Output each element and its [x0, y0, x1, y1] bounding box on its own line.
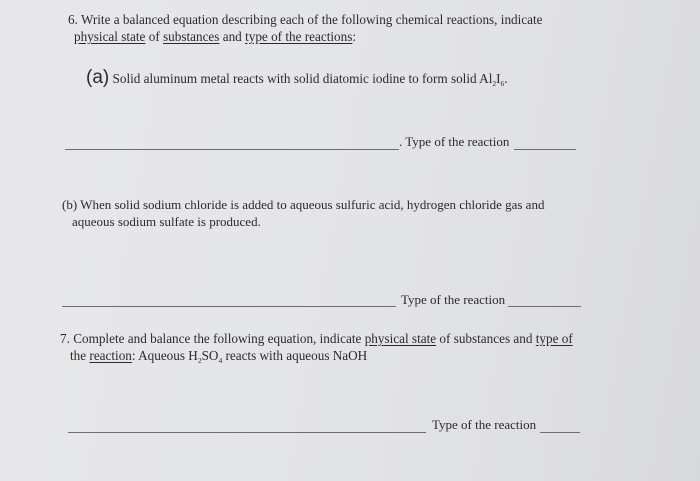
q7-answer-line[interactable]: [68, 432, 426, 433]
type-of-reactions-term: type of the reactions: [245, 29, 353, 44]
q7-line2-c: reacts with aqueous NaOH: [222, 347, 368, 363]
q7-so: SO: [201, 347, 219, 363]
part-a-letter: (a): [86, 67, 110, 88]
part-a-type-blank[interactable]: [514, 149, 576, 150]
question-7: [60, 331, 573, 369]
substances-term: substances: [163, 29, 220, 44]
part-a-answer-line[interactable]: [65, 149, 399, 150]
part-a-sub-6: 6: [500, 79, 505, 88]
q6-and-text: and: [219, 29, 246, 44]
q6-colon: :: [352, 29, 357, 44]
question-6-line-1: 6. Write a balanced equation describing each of the following chemical reactions, indicate: [68, 12, 543, 27]
question-6: [68, 11, 543, 45]
part-b-type-blank[interactable]: [508, 306, 581, 307]
part-a-iodine: I: [496, 71, 501, 86]
q7-physical-state-term: physical state: [364, 331, 437, 346]
part-a-sub-2: 2: [492, 79, 497, 88]
part-b-line-1: (b) When solid sodium chloride is added to aqueous sulfuric acid, hydrogen chloride gas and: [62, 197, 545, 212]
part-b-prompt: [62, 197, 582, 230]
part-b-answer-line[interactable]: [62, 306, 396, 307]
q7-type-label: Type of the reaction: [432, 417, 537, 432]
part-a-type-prefix: .: [399, 134, 406, 149]
part-a-text: Solid aluminum metal reacts with solid diatomic iodine to form solid Al: [109, 71, 493, 86]
q7-line1-b: of substances and: [436, 331, 536, 346]
q7-reaction-term: reaction: [89, 347, 132, 363]
part-a-period: .: [504, 71, 508, 86]
q7-sub-2: 2: [197, 355, 202, 365]
q6-of-text: of: [145, 29, 164, 44]
q7-line1-a: 7. Complete and balance the following equation, indicate: [60, 331, 365, 346]
part-b-type-label: Type of the reaction: [401, 292, 506, 307]
part-a-type-text: Type of the reaction: [405, 134, 510, 149]
question-7-line-1: [60, 331, 573, 348]
question-6-line-2: [68, 28, 543, 45]
q7-type-blank[interactable]: [540, 432, 580, 433]
part-b-line-2: aqueous sodium sulfate is produced.: [72, 213, 261, 229]
q7-type-of-term: type of: [535, 331, 573, 346]
q7-sub-4: 4: [218, 355, 223, 365]
q7-line2-a: the: [70, 347, 90, 363]
part-a-prompt: [86, 67, 508, 89]
part-a-type-label: [399, 134, 509, 150]
q7-line2-b: : Aqueous H: [131, 347, 198, 363]
physical-state-term: physical state: [74, 29, 146, 44]
question-7-line-2: [60, 348, 573, 370]
